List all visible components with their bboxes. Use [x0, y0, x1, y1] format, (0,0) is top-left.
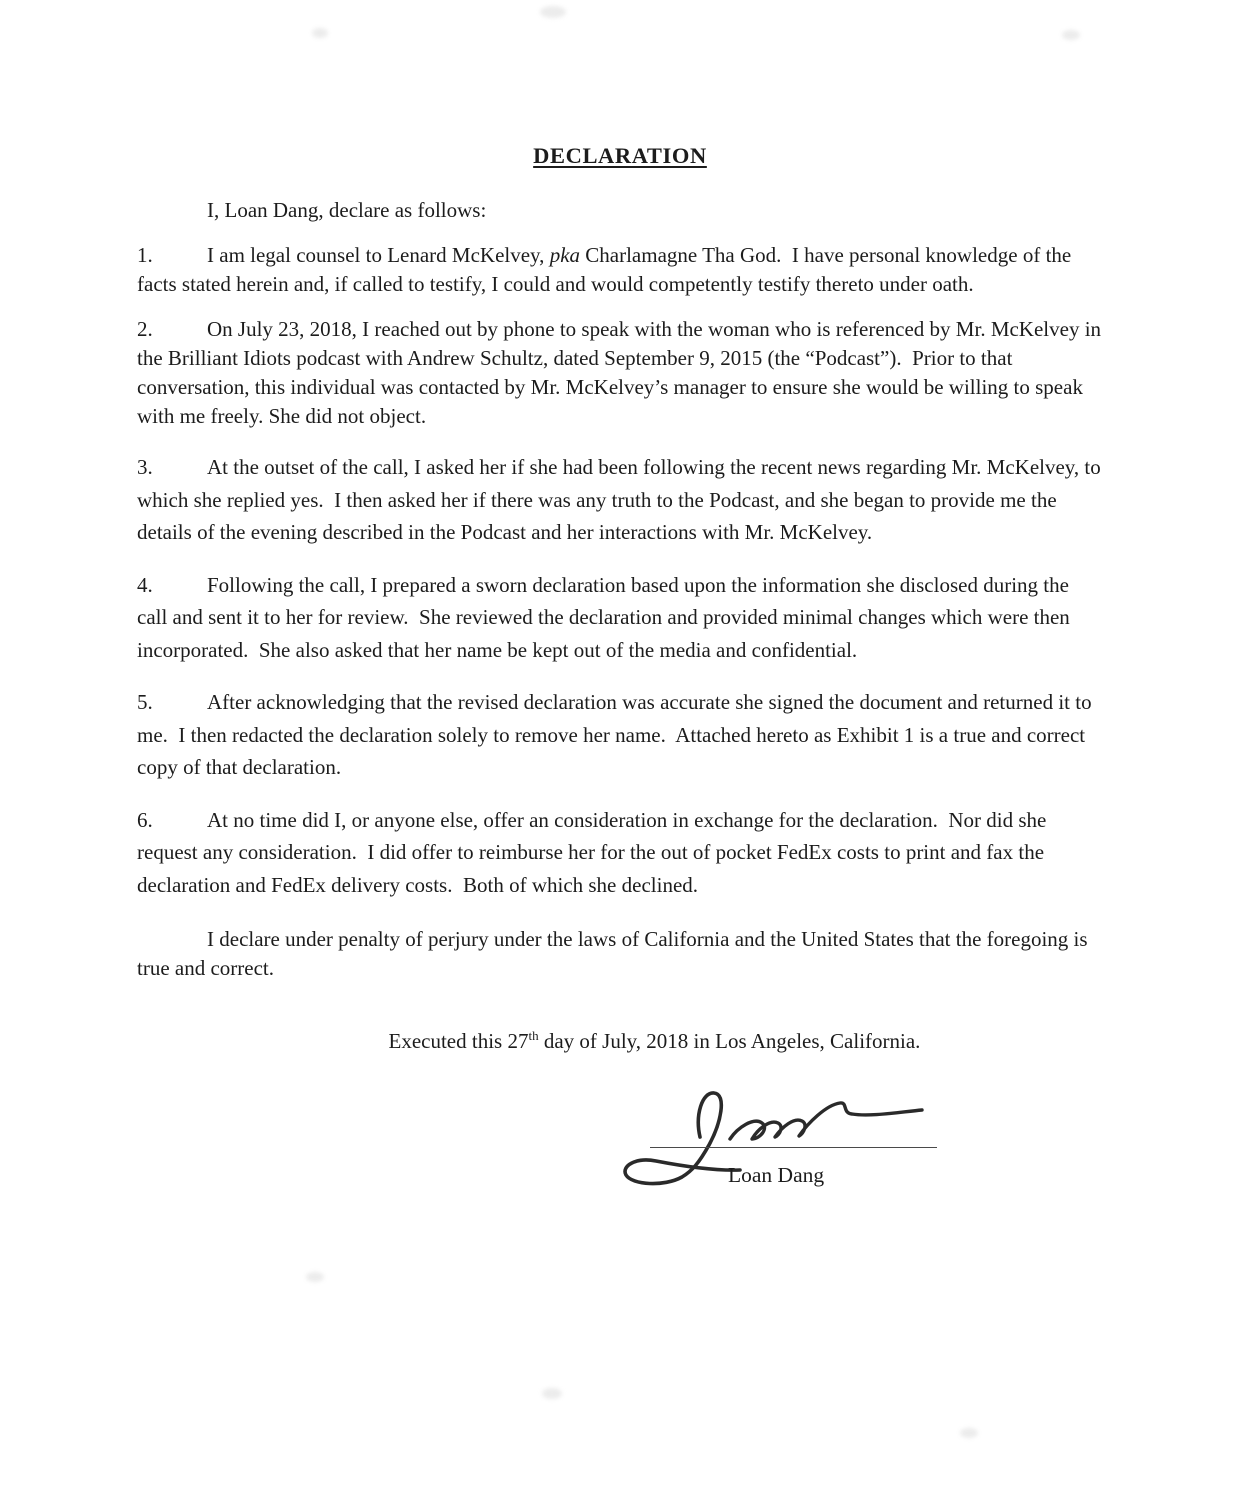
execution-text: Executed this 27 — [388, 1029, 529, 1053]
paragraph-5 — [137, 686, 1103, 784]
paragraph-number: 2. — [137, 317, 153, 341]
signature-name: Loan Dang — [728, 1163, 825, 1187]
paragraph-2 — [137, 315, 1107, 431]
execution-line — [357, 998, 1103, 1085]
execution-text: day of July, 2018 in Los Angeles, California. — [538, 1029, 921, 1053]
paragraph-text: After acknowledging that the revised declaration was accurate she signed the document and returned it to me. I then redacted the declaration solely to remove her name. Attached hereto as Exhibit 1 is a true and correct copy of that declaration. — [137, 690, 1097, 779]
paragraph-text: On July 23, 2018, I reached out by phone to speak with the woman who is referenced by Mr. McKelvey in the Brilliant Idiots podcast with Andrew Schultz, dated September 9, 2015 (the “Podcast”). Prior to that conversation, this individual was contacted by Mr. McKelvey’s manager to ensure she would be willing to speak with me freely. She did not object. — [137, 317, 1107, 428]
paragraph-number: 1. — [137, 243, 153, 267]
paragraph-1 — [137, 241, 1103, 299]
paragraph-4 — [137, 569, 1103, 667]
paragraph-number: 5. — [137, 690, 153, 714]
closing-paragraph: I declare under penalty of perjury under the laws of California and the United States that the foregoing is true and correct. — [137, 927, 1093, 980]
document-body — [137, 0, 1107, 1211]
paragraph-number: 6. — [137, 807, 153, 832]
scan-artifact — [306, 1272, 324, 1282]
paragraph-text: At the outset of the call, I asked her if she had been following the recent news regarding Mr. McKelvey, to which she replied yes. I then asked her if there was any truth to the Podcast, and she began to provide me the details of the evening described in the Podcast and her interactions with Mr. McKelvey. — [137, 455, 1107, 544]
paragraph-number: 4. — [137, 572, 153, 597]
paragraph-text-italic: pka — [549, 243, 581, 267]
paragraph-text: Charlamagne Tha God. I have personal knowledge of the facts stated herein and, if called to testify, I could and would competently testify thereto under oath. — [137, 243, 1077, 296]
intro-line: I, Loan Dang, declare as follows: — [207, 198, 487, 222]
scan-artifact — [960, 1428, 978, 1438]
paragraph-text: At no time did I, or anyone else, offer an consideration in exchange for the declaration. Nor did she request any consideration. I did offer to reimburse her for the out of pocket FedEx costs to print and fax the declaration and FedEx delivery costs. Both of which she declined. — [137, 807, 1052, 897]
paragraph-3 — [137, 451, 1107, 549]
paragraph-text: Following the call, I prepared a sworn declaration based upon the information she disclosed during the call and sent it to her for review. She reviewed the declaration and provided minimal changes which were then incorporated. She also asked that her name be kept out of the media and confidential. — [137, 572, 1076, 662]
scan-artifact — [542, 1388, 562, 1399]
signature-line — [650, 1147, 937, 1148]
document-title: DECLARATION — [533, 143, 707, 168]
ordinal-superscript: th — [528, 1028, 539, 1043]
paragraph-6 — [137, 804, 1103, 902]
paragraph-number: 3. — [137, 455, 153, 479]
signature-block — [650, 1091, 937, 1211]
paragraph-text: I am legal counsel to Lenard McKelvey, — [207, 243, 550, 267]
